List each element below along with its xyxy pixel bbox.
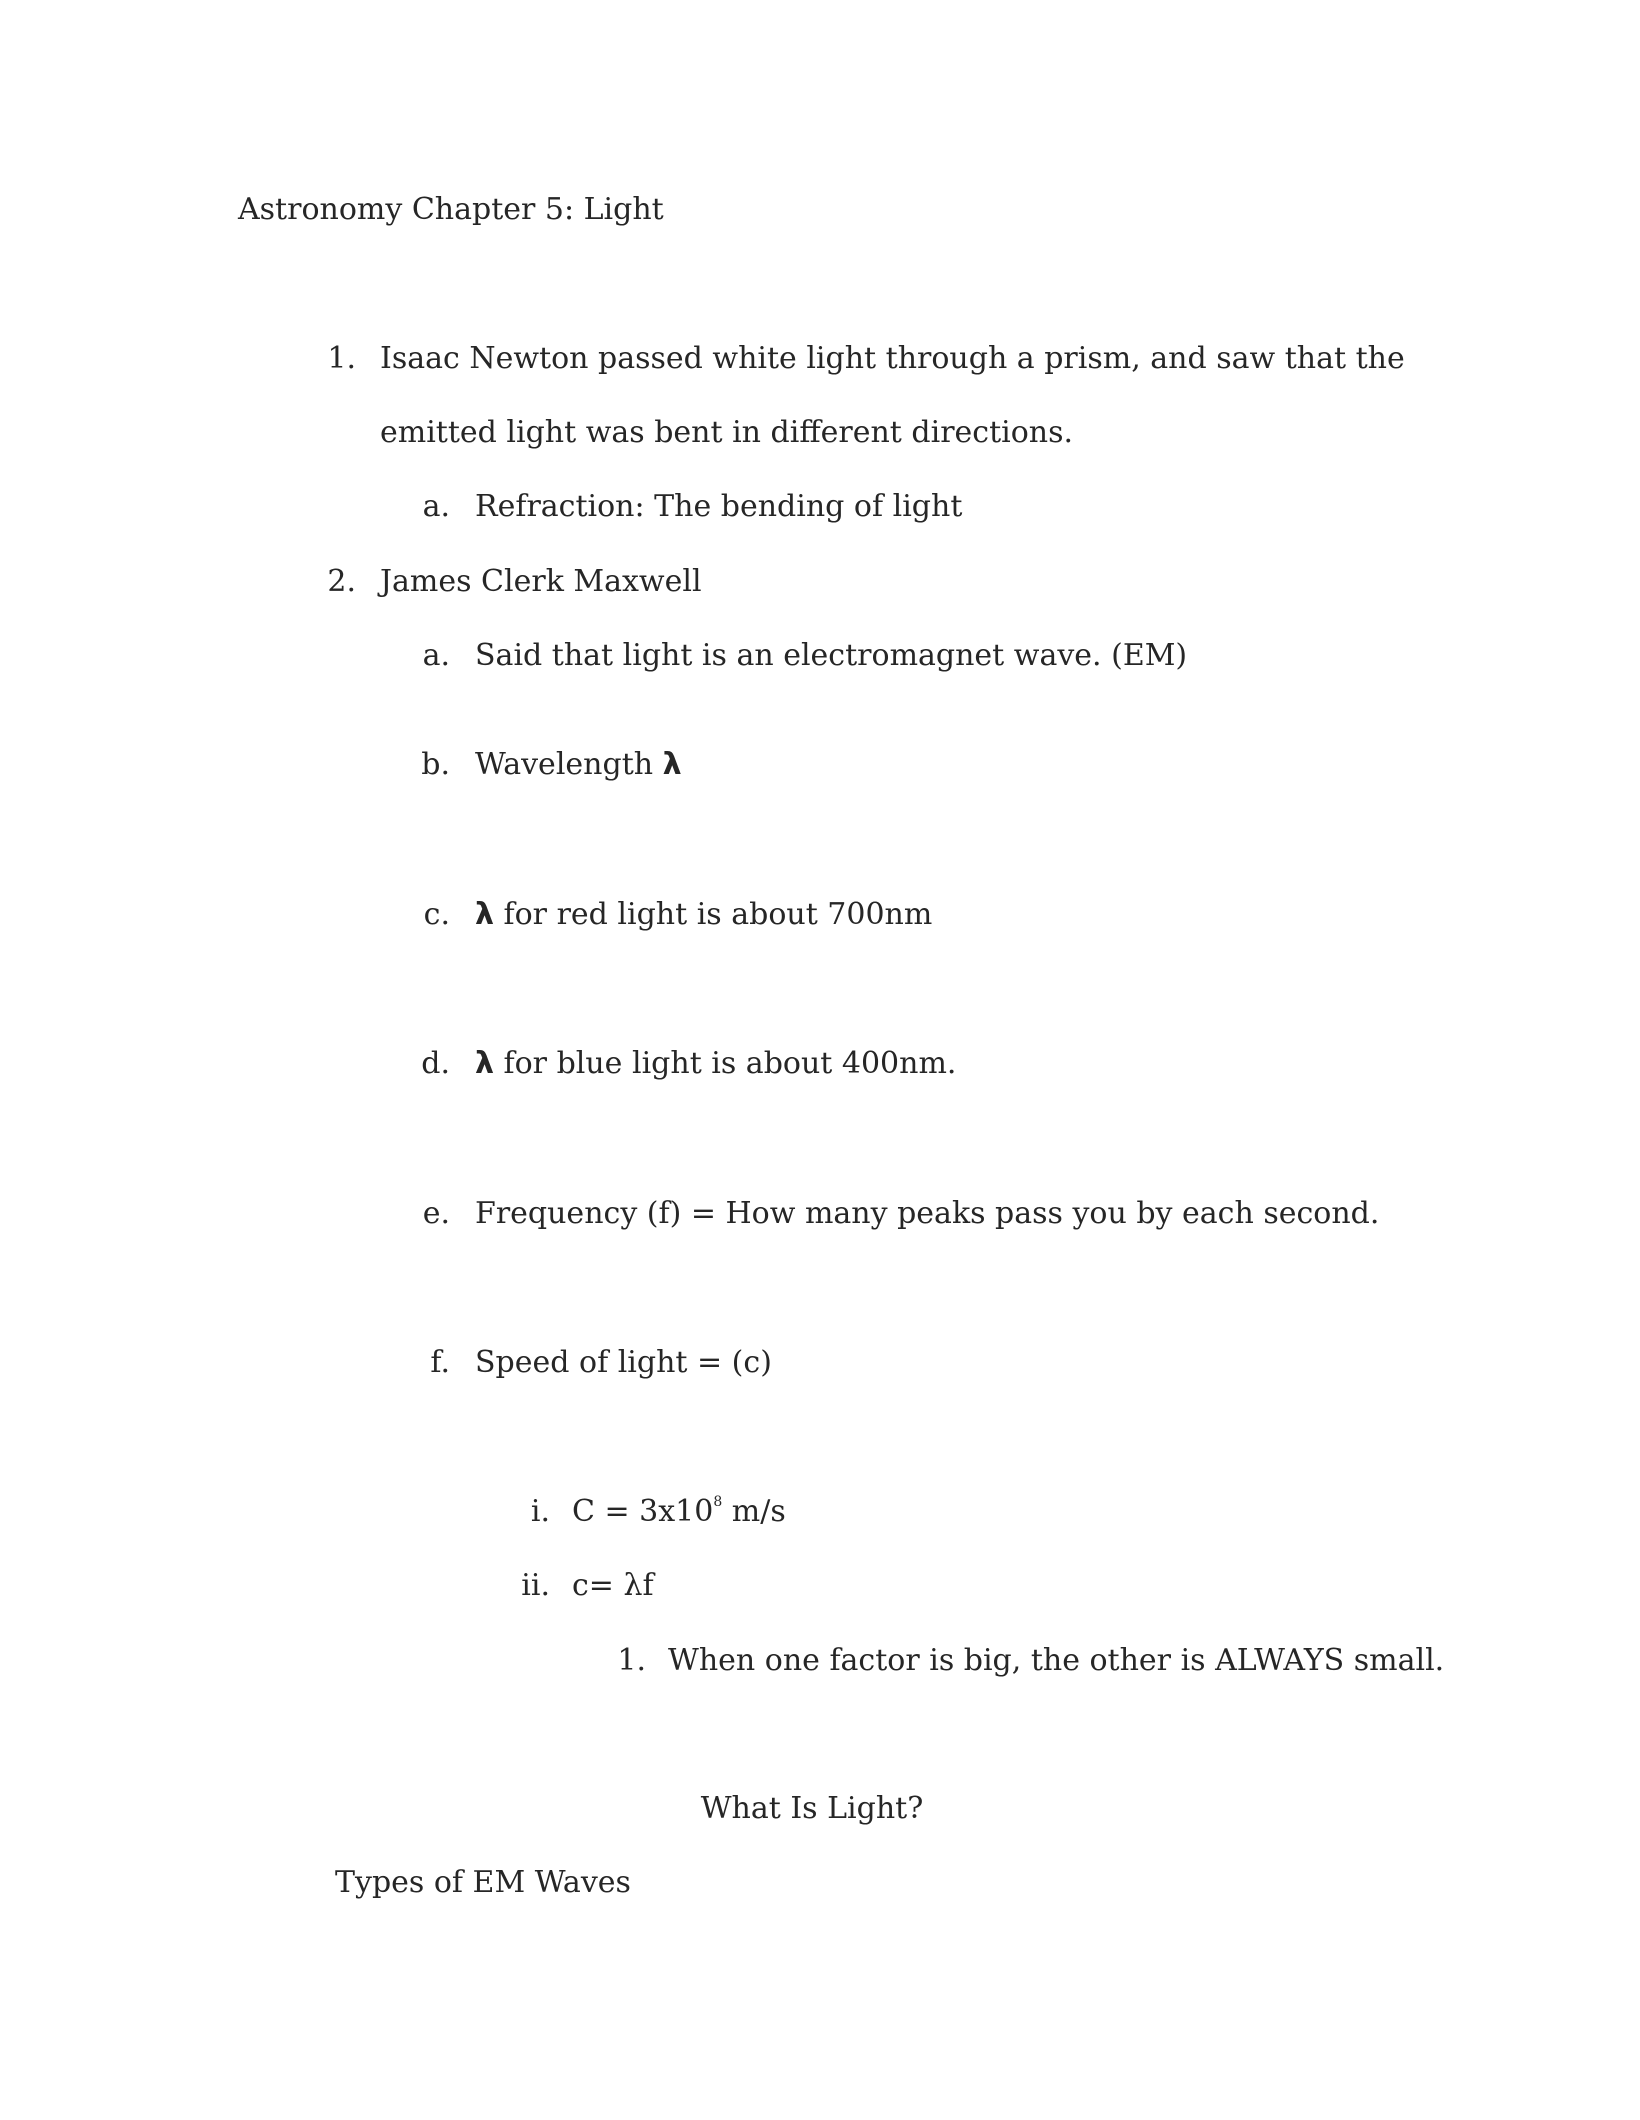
sublist-item-text bbox=[475, 897, 933, 932]
sublist-marker: f. bbox=[430, 1345, 450, 1380]
sublist-item-label: Wavelength bbox=[475, 747, 663, 782]
lambda-symbol: λ bbox=[662, 747, 682, 782]
list-marker: 1. bbox=[327, 341, 356, 376]
deep-list-marker: 1. bbox=[617, 1643, 646, 1678]
sublist-item-text: Speed of light = (c) bbox=[475, 1345, 772, 1380]
deep-list-item-text: When one factor is big, the other is ALWAYS small. bbox=[668, 1643, 1445, 1678]
list-item-text: Isaac Newton passed white light through a prism, and saw that the bbox=[380, 341, 1405, 376]
sublist-item-text: Said that light is an electromagnet wave. (EM) bbox=[475, 638, 1188, 673]
subsublist-item-text: c= λf bbox=[572, 1568, 654, 1603]
formula-part: C = 3x10 bbox=[572, 1494, 714, 1529]
document-title: Astronomy Chapter 5: Light bbox=[238, 192, 664, 227]
list-item-text: James Clerk Maxwell bbox=[380, 564, 702, 599]
lambda-symbol: λ bbox=[475, 1046, 494, 1081]
sublist-item-text bbox=[475, 1046, 957, 1081]
lambda-symbol: λ bbox=[475, 897, 494, 932]
sublist-marker: a. bbox=[422, 638, 450, 673]
formula-exponent: 8 bbox=[713, 1494, 723, 1510]
section-heading: What Is Light? bbox=[700, 1791, 924, 1826]
sublist-item-text: Frequency (f) = How many peaks pass you by each second. bbox=[475, 1196, 1380, 1231]
sublist-item-text bbox=[475, 747, 682, 782]
subsublist-marker: i. bbox=[530, 1494, 550, 1529]
subsublist-item-text bbox=[572, 1494, 786, 1529]
sublist-item-label: for red light is about 700nm bbox=[493, 897, 933, 932]
list-item-text-continued: emitted light was bent in different directions. bbox=[380, 415, 1074, 450]
sublist-marker: c. bbox=[423, 897, 450, 932]
sublist-marker: e. bbox=[422, 1196, 450, 1231]
formula-unit: m/s bbox=[722, 1494, 786, 1529]
list-marker: 2. bbox=[327, 564, 356, 599]
sublist-item-label: for blue light is about 400nm. bbox=[493, 1046, 957, 1081]
subsublist-marker: ii. bbox=[521, 1568, 550, 1603]
sublist-marker: a. bbox=[422, 489, 450, 524]
sublist-item-text: Refraction: The bending of light bbox=[475, 489, 963, 524]
sublist-marker: d. bbox=[421, 1046, 450, 1081]
section-label: Types of EM Waves bbox=[335, 1865, 631, 1900]
sublist-marker: b. bbox=[421, 747, 450, 782]
